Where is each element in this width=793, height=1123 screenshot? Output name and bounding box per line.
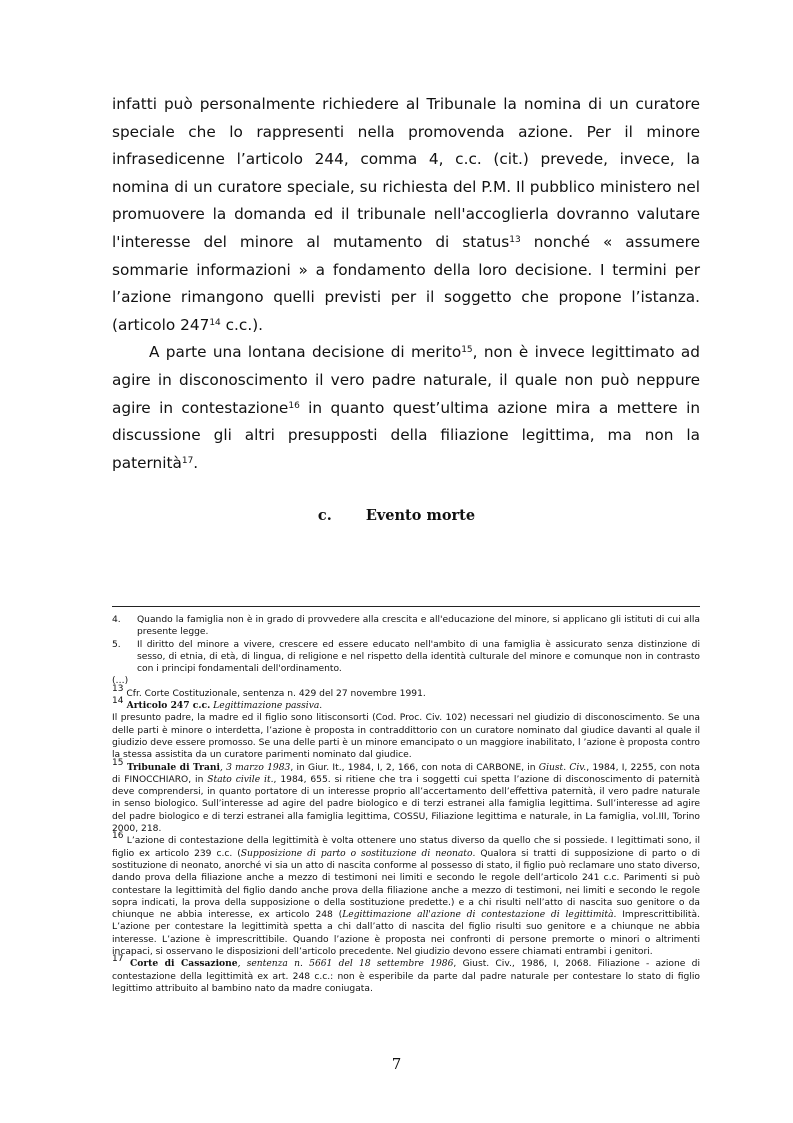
footnote-16: $^{16}$ L’azione di contestazione della legittimità è volta ottenere uno status diverso da quello che si possiede. I legittimati sono, il figlio ex articolo 239 c.c. (Supposizione di parto o sostituzione di neonato. Qualora si tratti di supposizione di parto o di sostituzione di neonato, anorché vi sia un atto di nascita conforme al possesso di stato, il figlio può reclamare uno stato diverso, dando prova della filiazione anche a mezzo di testimoni nei limiti e secondo le regole dell’articolo 241 c.c. Parimenti si può contestare la legittimità del figlio dando anche prova della filiazione anche a mezzo di testimoni, nei limiti e secondo le regole sopra indicati, la prova della supposizione o della sostituzione predette.) e a chi risulti nell’atto di nascita suo genitore o da chiunque ne abbia interesse, ex articolo 248 (Legittimazione all'azione di contestazione di legittimità. Imprescrittibilità. L’azione per contestare la legittimità spetta a chi dall’atto di nascita del figlio risulti suo genitore e a chiunque ne abbia interesse. L’azione è imprescrittibile. Quando l’azione è proposta nei confronti di persone premorte o minori o altrimenti incapaci, si osservano le disposizioni dell’articolo precedente. Nel giudizio devono essere chiamati entrambi i genitori. bbox=[112, 831, 701, 958]
footnote-15: $^{15}$ Tribunale di Trani, 3 marzo 1983, in Giur. It., 1984, I, 2, 166, con nota di CARBONE, in Giust. Civ., 1984, I, 2255, con nota di FINOCCHIARO, in Stato civile it., 1984, 655. si ritiene che tra i soggetti cui spetta l’azione di disconoscimento di paternità deve comprendersi, in quanto portatore di un interesse proprio all’accertamento dell’effettiva paternità, il vero padre naturale in senso biologico. Sull’interesse ad agire del padre biologico e di terzi estranei alla famiglia legittima. Sull’interesse ad agire del padre biologico e di terzi estranei alla famiglia legittima, COSSU, Filiazione legittima e naturale, in La famiglia, vol.III, Torino 2000, 218. bbox=[112, 757, 700, 835]
section-title: Evento morte bbox=[365, 507, 476, 524]
footnotes bbox=[112, 614, 700, 995]
page-number: 7 bbox=[391, 1055, 402, 1073]
ellipsis: (…) bbox=[112, 676, 129, 687]
footnote-ref-15[interactable]: 15 bbox=[461, 345, 473, 356]
paragraph-1: infatti può personalmente richiedere al Tribunale la nomina di un curatore speciale che lo rappresenti nella promovenda azione. Per il minore infrasedicenne l’articolo 244, comma 4, c.c. (cit.) prevede, invece, la nomina di un curatore speciale, su richiesta del P.M. Il pubblico ministero nel promuovere la domanda ed il tribunale nell'accoglierla dovranno valutare l'interesse del minore al mutamento di status$^{13}$ nonché « assumere sommarie informazioni » a fondamento della loro decisione. I termini per l’azione rimangono quelli previsti per il soggetto che propone l’istanza. (articolo $247^{14}$ c.c.). bbox=[112, 95, 700, 334]
footnote-ref-14[interactable]: 14 bbox=[209, 317, 221, 328]
footnote-14-body: Il presunto padre, la madre ed il figlio sono litisconsorti (Cod. Proc. Civ. 102) necessari nel giudizio di disconoscimento. Se una delle parti è minore o interdetta, l’azione è proposta in contraddittorio con un curatore nominato dal giudice davanti al quale il giudizio deve essere promosso. Se una delle parti è un minore emancipato o un maggiore inabilitato, l ’azione è proposta contro la stessa assistita da un curatore parimenti nominato dal giudice. bbox=[112, 713, 700, 761]
footnote-ref-13[interactable]: 13 bbox=[509, 234, 521, 245]
footnote-14-title: $^{14}$ Articolo 247 c.c. Legittimazione passiva. bbox=[112, 696, 323, 712]
main-text bbox=[112, 91, 700, 477]
paragraph-2: A parte una lontana decisione di merito$^{15}$, non è invece legittimato ad agire in disconoscimento il vero padre naturale, il quale non può neppure agire in contestazione$^{16}$ in quanto quest’ultima azione mira a mettere in discussione gli altri presupposti della filiazione legittima, ma non la paternità$^{17}$. bbox=[112, 343, 701, 472]
footnote-17: $^{17}$ Corte di Cassazione, sentenza n. 5661 del 18 settembre 1986, Giust. Civ., 1986, I, 2068. Filiazione - azione di contestazione della legittimità ex art. 248 c.c.: non è esperibile da parte dal padre naturale per contestare lo stato di figlio legittimo attribuito al bambino nato da madre coniugata. bbox=[112, 954, 700, 994]
section-letter: c. bbox=[317, 507, 332, 524]
quoted-article-item-4: 4. Quando la famiglia non è in grado di provvedere alla crescita e all'educazione del minore, si applicano gli istituti di cui alla presente legge. bbox=[112, 615, 700, 638]
footnote-13: $^{13}$ Cfr. Corte Costituzionale, sentenza n. 429 del 27 novembre 1991. bbox=[112, 683, 426, 699]
section-heading bbox=[0, 507, 793, 524]
footnote-ref-16[interactable]: 16 bbox=[288, 400, 300, 411]
footnote-ref-17[interactable]: 17 bbox=[181, 455, 194, 466]
quoted-article-item-5: 5. Il diritto del minore a vivere, crescere ed essere educato nell'ambito di una famiglia è assicurato senza distinzione di sesso, di etnia, di età, di lingua, di religione e nel rispetto della identità culturale del minore e comunque non in contrasto con i principi fondamentali dell'ordinamento. bbox=[112, 639, 700, 675]
footnote-separator bbox=[112, 606, 700, 607]
